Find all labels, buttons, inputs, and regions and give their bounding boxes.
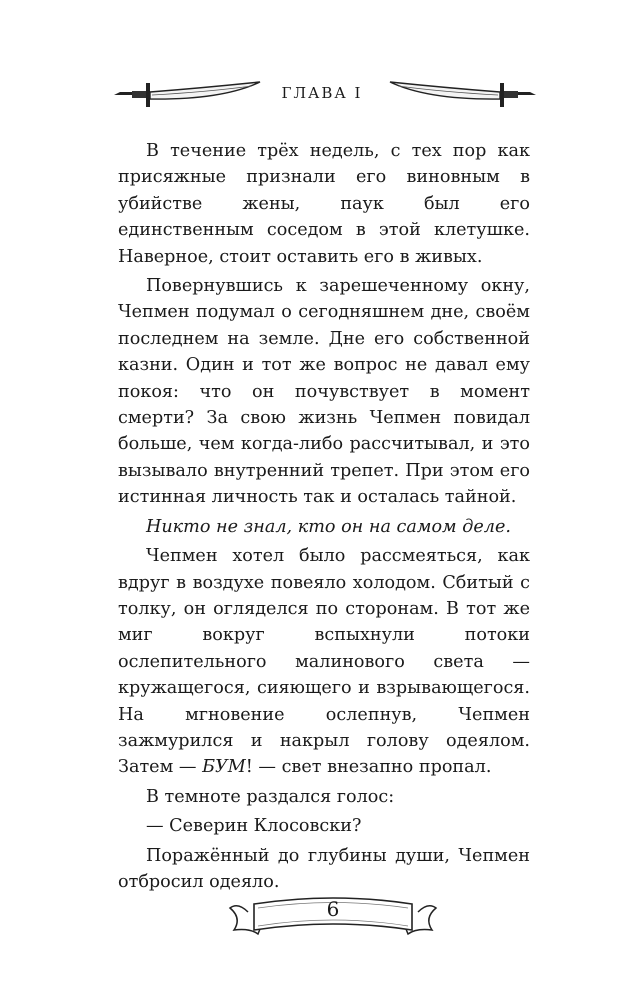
page-footer bbox=[228, 888, 438, 948]
chapter-title: ГЛАВА I bbox=[281, 84, 363, 102]
page-number: 6 bbox=[326, 897, 340, 921]
chapter-header bbox=[112, 72, 532, 116]
paragraph: В течение трёх недель, с тех пор как присяжные признали его виновным в убийстве жены, паук был его единственным соседом в этой клетушке. Наверное, стоит оставить его в живых. bbox=[118, 141, 530, 267]
emphasis-bum: БУМ bbox=[202, 757, 246, 778]
sword-right-icon bbox=[388, 80, 538, 110]
paragraph: Поражённый до глубины души, Чепмен отбросил одеяло. bbox=[118, 845, 530, 892]
paragraph-italic: Никто не знал, кто он на самом деле. bbox=[146, 516, 511, 537]
paragraph-text-end: ! — свет внезапно пропал. bbox=[245, 757, 492, 778]
paragraph-text: Чепмен хотел было рассмеяться, как вдруг в воздухе повеяло холодом. Сбитый с толку, он огляделся по сторонам. В тот же миг вокруг вспыхнули потоки ослепительного малинового света — кружащегося, сияющего и взрывающегося. На мгновение ослепнув, Чепмен зажмурился и накрыл голову одеялом. Затем — bbox=[118, 546, 530, 778]
paragraph: В темноте раздался голос: bbox=[146, 786, 395, 807]
dialogue-line: — Северин Клосовски? bbox=[146, 816, 362, 837]
body-text bbox=[118, 138, 530, 895]
paragraph bbox=[118, 543, 530, 781]
paragraph: Повернувшись к зарешеченному окну, Чепмен подумал о сегодняшнем дне, своём последнем на земле. Дне его собственной казни. Один и тот же вопрос не давал ему покоя: что он почувствует в момент смерти? За свою жизнь Чепмен повидал больше, чем когда-либо рассчитывал, и это вызывало внутренний трепет. При этом его истинная личность так и осталась тайной. bbox=[118, 276, 530, 508]
